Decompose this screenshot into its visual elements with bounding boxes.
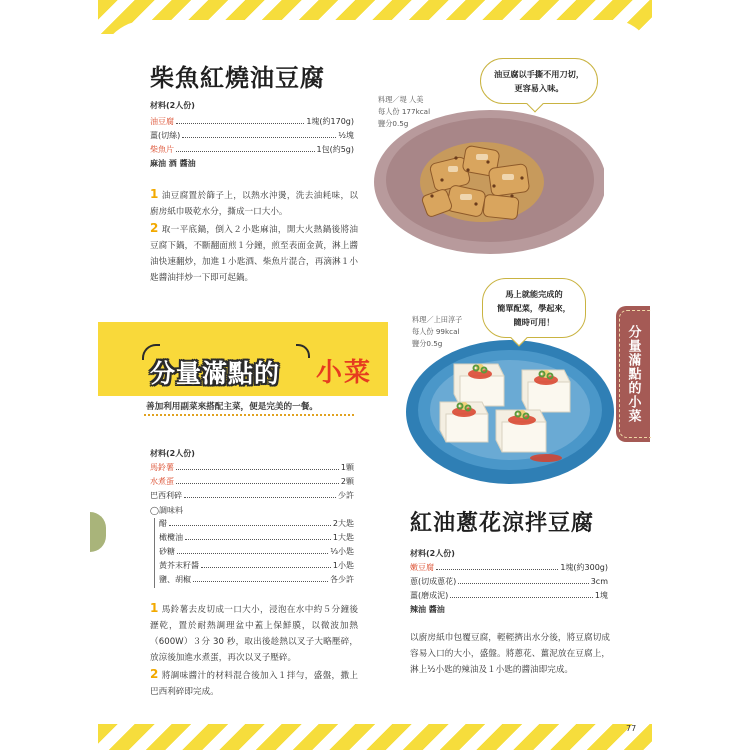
recipe1-title: 柴魚紅燒油豆腐: [150, 64, 325, 92]
ingredient-qty: ½塊: [338, 131, 354, 140]
step-number: 1: [150, 601, 159, 615]
sauce-name: 醋: [159, 519, 167, 528]
section-title-red: 小菜: [316, 358, 373, 388]
step-text: 油豆腐置於篩子上，以熱水沖燙，洗去油耗味，以廚房紙巾吸乾水分，撕成一口大小。: [150, 191, 358, 217]
bottom-stripe-decoration: [98, 724, 652, 750]
info-line: 鹽分0.5g: [378, 119, 409, 128]
dot-leader: [176, 123, 304, 124]
dot-leader: [450, 597, 593, 598]
ingredient-qty: 1顆: [340, 463, 354, 472]
ingredient-qty: 1塊: [594, 591, 608, 600]
dot-leader: [169, 525, 331, 526]
sauce-heading: ◯調味料: [150, 506, 183, 515]
ingredient-row: [410, 576, 608, 590]
bubble-line: 簡單配菜，學起來，: [497, 303, 571, 313]
recipe-step: [150, 666, 358, 700]
step-text: 以廚房紙巾包覆豆腐，輕輕擠出水分後，將豆腐切成容易入口的大小，盛盤。將蔥花、薑泥放在豆腐上，淋上½小匙的辣油及１小匙的醬油即完成。: [410, 633, 610, 675]
sauce-name: 橄欖油: [159, 533, 183, 542]
dot-leader: [458, 583, 588, 584]
ingredient-row: [410, 590, 608, 604]
sauce-qty: 1大匙: [332, 533, 354, 542]
recipe1-ingredients: [150, 100, 354, 172]
recipe3-photo: [404, 336, 616, 486]
dot-leader: [184, 497, 336, 498]
info-line: 每人份 99kcal: [412, 327, 460, 336]
bubble-line: 油豆腐以手撕不用刀切，: [493, 69, 585, 79]
ingredient-qty: 2顆: [340, 477, 354, 486]
ingredient-qty: 少許: [338, 491, 354, 500]
bubble-line: 更容易入味。: [514, 83, 564, 93]
sauce-row: [159, 546, 354, 560]
sauce-name: 黃芥末籽醬: [159, 561, 199, 570]
recipe3-tip-bubble: [482, 278, 586, 338]
recipe3-steps: [410, 630, 610, 678]
ingredient-qty: 1包(約5g): [316, 145, 354, 154]
sauce-row: [159, 574, 354, 588]
bubble-line: 隨時可用！: [513, 317, 555, 327]
ingredient-row: [150, 462, 354, 476]
dot-leader: [436, 569, 558, 570]
recipe-step: [150, 220, 358, 286]
ingredient-qty: 3cm: [590, 577, 608, 586]
ingredient-name: 水煮蛋: [150, 477, 174, 486]
recipe3-ingredients: [410, 548, 608, 618]
recipe-step: [150, 600, 358, 666]
recipe3-title: 紅油蔥花涼拌豆腐: [410, 511, 595, 536]
chapter-side-tab-label: 分量滿點的小菜: [625, 325, 641, 423]
step-number: 1: [150, 187, 159, 201]
recipe1-materials-heading: 材料(2人份): [150, 101, 195, 110]
ingredient-name: 馬鈴薯: [150, 463, 174, 472]
sauce-row: [159, 532, 354, 546]
recipe1-tip-bubble: [480, 58, 598, 104]
info-line: 每人份 177kcal: [378, 107, 431, 116]
ingredient-name: 巴西利碎: [150, 491, 182, 500]
sauce-row: [159, 518, 354, 532]
info-line: 料理／上田淳子: [412, 315, 463, 324]
recipe3-materials-heading: 材料(2人份): [410, 549, 455, 558]
recipe2-steps: [150, 600, 358, 700]
ingredient-row: [150, 116, 354, 130]
dot-leader: [176, 469, 339, 470]
dot-leader: [176, 483, 339, 484]
step-number: 2: [150, 667, 159, 681]
ingredient-row: [150, 490, 354, 504]
ingredient-qty: 1塊(約170g): [306, 117, 354, 126]
page-number: 77: [626, 724, 637, 733]
section-title-white: 分量滿點的: [150, 359, 281, 388]
ingredient-row: [150, 144, 354, 158]
recipe1-photo: [372, 100, 604, 256]
ingredient-name: 油豆腐: [150, 117, 174, 126]
ingredient-name: 嫩豆腐: [410, 563, 434, 572]
sauce-group: [154, 518, 354, 588]
ingredient-name: 薑(切絲): [150, 131, 181, 140]
ingredient-name: 柴魚片: [150, 145, 174, 154]
seasoning-list: 辣油 醬油: [410, 605, 445, 614]
ingredient-row: [150, 476, 354, 490]
recipe2-materials-heading: 材料(2人份): [150, 449, 195, 458]
sauce-name: 鹽、胡椒: [159, 575, 191, 584]
recipe-step: [150, 186, 358, 220]
seasoning-row: [410, 604, 608, 618]
dot-leader: [201, 567, 331, 568]
seasoning-row: [150, 158, 354, 172]
recipe1-steps: [150, 186, 358, 286]
chapter-side-tab: [616, 306, 650, 442]
dot-leader: [182, 137, 336, 138]
ingredient-row: [410, 562, 608, 576]
step-text: 馬鈴薯去皮切成一口大小，浸泡在水中約５分鐘後瀝乾，置於耐熱調理盆中蓋上保鮮膜，以微波加熱（600W）３分 30 秒，取出後趁熱以叉子大略壓碎，放涼後加進水煮蛋，再次以叉子壓碎。: [150, 605, 358, 663]
info-line: 料理／堤 人美: [378, 95, 424, 104]
dot-leader: [176, 151, 315, 152]
section-subtitle: 善加利用副菜來搭配主菜，便是完美的一餐。: [146, 402, 318, 412]
sauce-qty: 各少許: [330, 575, 354, 584]
ingredient-name: 薑(磨成泥): [410, 591, 449, 600]
recipe2-ingredients: [150, 448, 354, 588]
sauce-qty: 1小匙: [332, 561, 354, 570]
bubble-line: 馬上就能完成的: [505, 289, 563, 299]
info-line: 鹽分0.5g: [412, 339, 443, 348]
dot-leader: [185, 539, 331, 540]
sauce-row: [159, 560, 354, 574]
seasoning-list: 麻油 酒 醬油: [150, 159, 196, 168]
dot-leader: [177, 553, 328, 554]
section-dotted-rule: [144, 414, 354, 416]
ingredient-name: 蔥(切成蔥花): [410, 577, 457, 586]
ingredient-qty: 1塊(約300g): [560, 563, 608, 572]
ingredient-row: [150, 130, 354, 144]
step-text: 取一平底鍋，倒入２小匙麻油，開大火熱鍋後將油豆腐下鍋，不斷翻面煎１分鐘，煎至表面金黃，淋上醬油快速翻炒，加進１小匙酒、柴魚片混合，再滴淋１小匙醬油拌炒一下即可起鍋。: [150, 225, 358, 283]
sauce-qty: 2大匙: [332, 519, 354, 528]
sauce-qty: ⅓小匙: [330, 547, 354, 556]
step-text: 將調味醬汁的材料混合後加入１拌勻，盛盤，撒上巴西利碎即完成。: [150, 671, 358, 697]
dot-leader: [193, 581, 328, 582]
sauce-name: 砂糖: [159, 547, 175, 556]
step-number: 2: [150, 221, 159, 235]
